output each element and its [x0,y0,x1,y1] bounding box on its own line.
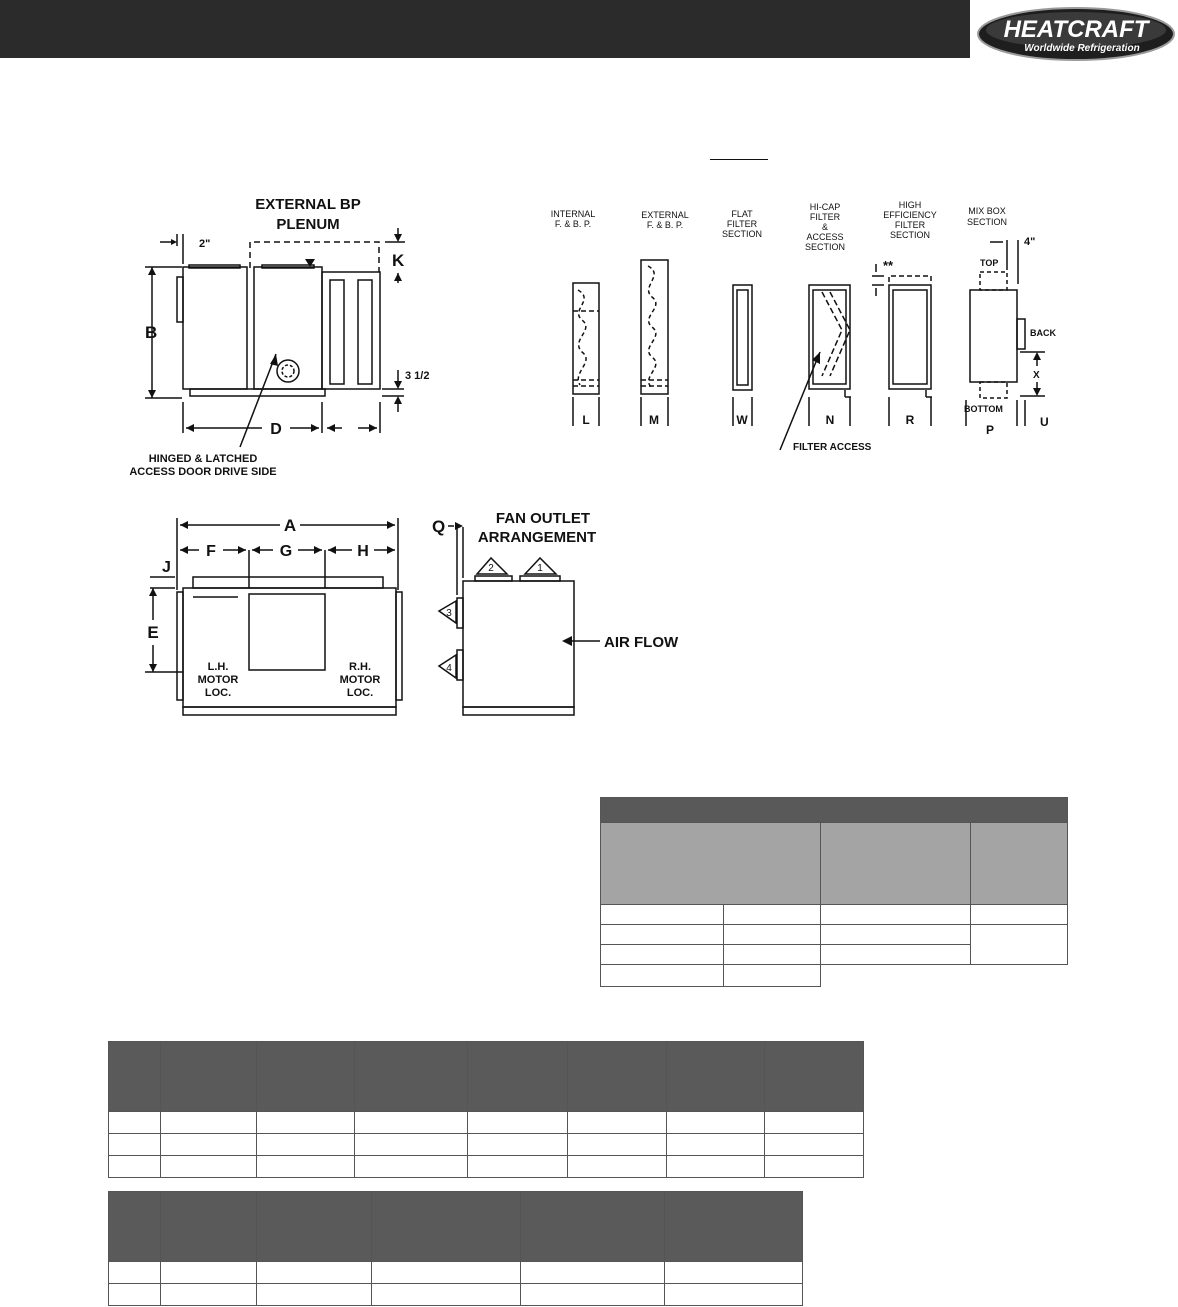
svg-text:L: L [582,413,590,427]
svg-text:HEATCRAFT: HEATCRAFT [1003,16,1149,43]
table-cell [665,1262,803,1284]
table-row [109,1156,864,1178]
svg-text:N: N [825,413,835,427]
table-cell [468,1112,568,1134]
table-cell [568,1156,667,1178]
table-cell [109,1112,161,1134]
table-cell [601,905,724,925]
table-cell [601,925,724,945]
table-cell [109,1284,161,1306]
table-cell [256,1262,371,1284]
mix-box-table-col-3 [971,823,1068,905]
svg-text:MOTOR: MOTOR [197,674,239,686]
table-cell [821,905,971,925]
table-header-cell [568,1042,667,1112]
svg-text:F. & B. P.: F. & B. P. [646,220,684,230]
svg-text:K: K [392,251,405,270]
svg-text:ACCESS: ACCESS [806,232,844,242]
svg-text:BACK: BACK [1030,328,1056,338]
svg-text:F. & B. P.: F. & B. P. [554,219,592,229]
svg-text:SECTION: SECTION [889,230,931,240]
table-cell [667,1134,765,1156]
table-cell [568,1112,667,1134]
table-cell [256,1112,354,1134]
mix-box-table-col-1 [601,823,821,905]
svg-text:ACCESS DOOR DRIVE SIDE: ACCESS DOOR DRIVE SIDE [129,466,277,478]
table-cell [109,1156,161,1178]
table-cell [724,945,821,965]
table-cell [724,925,821,945]
table-row [109,1112,864,1134]
table-cell [160,1112,256,1134]
table-cell [160,1262,256,1284]
table-cell [109,1134,161,1156]
svg-text:AIR FLOW: AIR FLOW [604,634,679,651]
svg-text:INTERNAL: INTERNAL [550,209,596,219]
table-cell [371,1262,521,1284]
table-cell [256,1156,354,1178]
svg-text:**: ** [883,258,894,273]
svg-text:EFFICIENCY: EFFICIENCY [883,210,937,220]
svg-text:EXTERNAL BP: EXTERNAL BP [255,196,361,213]
table-cell [109,1262,161,1284]
svg-text:LOC.: LOC. [346,687,374,699]
svg-text:HINGED & LATCHED: HINGED & LATCHED [148,453,258,465]
svg-text:MOTOR: MOTOR [339,674,381,686]
svg-text:PLENUM: PLENUM [276,216,340,233]
svg-text:3: 3 [446,608,452,619]
table-cell [468,1134,568,1156]
table-cell [521,1262,665,1284]
table-header-cell [109,1192,161,1262]
svg-text:4": 4" [1024,236,1036,248]
table-header-cell [667,1042,765,1112]
fan-table [108,1191,803,1306]
table-header-cell [256,1192,371,1262]
svg-text:TOP: TOP [980,258,999,268]
table-cell [821,945,971,965]
svg-text:L.H.: L.H. [207,661,229,673]
svg-text:2: 2 [488,563,494,574]
table-cell [468,1156,568,1178]
svg-text:A: A [283,516,297,535]
table-header-cell [521,1192,665,1262]
table-header-cell [354,1042,468,1112]
svg-text:FLAT: FLAT [731,209,753,219]
svg-text:MIX BOX: MIX BOX [968,206,1006,216]
svg-text:1: 1 [537,563,543,574]
svg-text:G: G [279,543,293,560]
svg-text:2": 2" [199,238,211,250]
table-cell [724,905,821,925]
table-row [109,1134,864,1156]
table-cell [160,1134,256,1156]
svg-text:LOC.: LOC. [204,687,232,699]
svg-text:3 1/2: 3 1/2 [405,370,430,382]
svg-text:R.H.: R.H. [349,661,371,673]
dimension-drawing-svg [0,180,1178,760]
header-bar [0,0,970,58]
mix-box-table-header [601,798,1068,823]
table-cell [521,1284,665,1306]
svg-text:W: W [736,413,748,427]
svg-text:X: X [1033,370,1040,381]
table-header-cell [468,1042,568,1112]
table-cell [160,1156,256,1178]
svg-text:R: R [905,413,915,427]
svg-text:H: H [357,543,369,560]
svg-text:FILTER: FILTER [894,220,926,230]
svg-text:U: U [1040,415,1049,429]
table-cell [765,1156,864,1178]
table-cell [724,965,821,987]
table-cell [601,945,724,965]
table-cell [256,1134,354,1156]
svg-text:4: 4 [446,663,452,674]
svg-text:FAN OUTLET: FAN OUTLET [495,510,591,527]
dimension-table [108,1041,864,1178]
table-header-cell [160,1042,256,1112]
svg-text:J: J [162,559,171,576]
mix-box-table-col-2 [821,823,971,905]
table-cell [667,1156,765,1178]
table-cell [371,1284,521,1306]
table-cell [665,1284,803,1306]
table-header-cell [371,1192,521,1262]
table-header-cell [160,1192,256,1262]
table-cell [160,1284,256,1306]
svg-text:B: B [145,323,158,342]
heatcraft-logo [976,4,1176,62]
table-row [109,1284,803,1306]
svg-text:P: P [985,423,995,437]
svg-text:FILTER ACCESS: FILTER ACCESS [793,442,872,453]
svg-text:FILTER: FILTER [726,219,758,229]
table-cell [354,1134,468,1156]
svg-text:SECTION: SECTION [804,242,846,252]
table-cell [354,1156,468,1178]
svg-text:ARRANGEMENT: ARRANGEMENT [477,529,597,546]
table-header-cell [665,1192,803,1262]
table-cell [821,925,971,945]
svg-text:Worldwide Refrigeration: Worldwide Refrigeration [1024,43,1140,54]
table-header-cell [256,1042,354,1112]
table-header-cell [765,1042,864,1112]
svg-text:SECTION: SECTION [966,217,1008,227]
mix-box-table [600,797,1068,987]
svg-text:HIGH: HIGH [898,200,922,210]
svg-text:&: & [821,222,829,232]
svg-text:D: D [270,421,282,438]
table-cell [667,1112,765,1134]
section-title-rule [710,159,768,160]
table-cell [765,1134,864,1156]
svg-text:Q: Q [432,517,446,536]
table-cell [971,925,1068,965]
table-cell [568,1134,667,1156]
table-cell [354,1112,468,1134]
svg-text:HI-CAP: HI-CAP [809,202,841,212]
table-cell [765,1112,864,1134]
table-cell [971,905,1068,925]
svg-text:BOTTOM: BOTTOM [964,404,1003,414]
table-cell [601,965,724,987]
svg-text:E: E [147,623,159,642]
svg-text:FILTER: FILTER [809,212,841,222]
svg-text:F: F [206,543,216,560]
table-header-cell [109,1042,161,1112]
table-row [109,1262,803,1284]
svg-text:M: M [649,413,659,427]
unit-dimension-drawing [0,180,1178,760]
svg-text:EXTERNAL: EXTERNAL [641,210,689,220]
svg-text:SECTION: SECTION [721,229,763,239]
table-cell [256,1284,371,1306]
